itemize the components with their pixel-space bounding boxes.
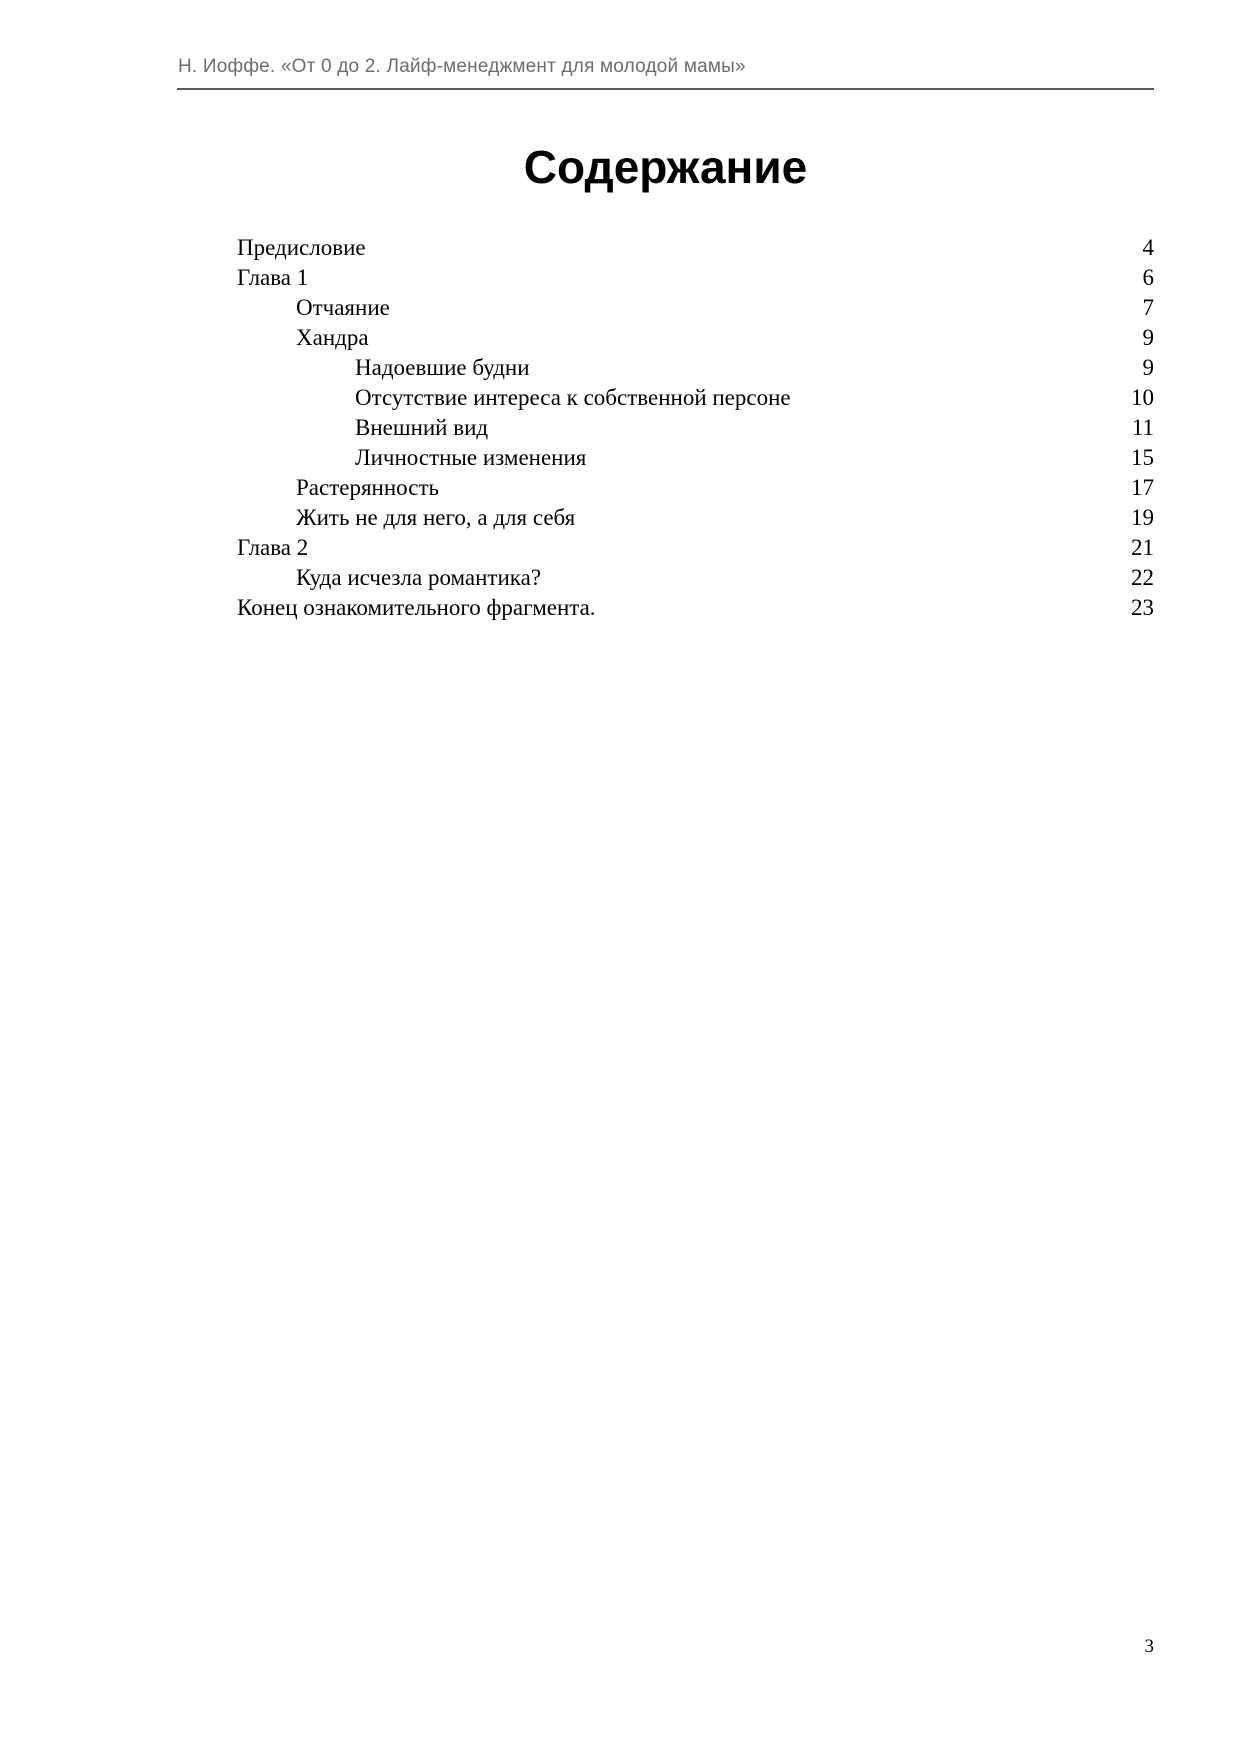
toc-entry-page: 9 [1142,325,1154,350]
toc-entry-title: Надоевшие будни [355,355,530,380]
toc-entry-page: 7 [1142,295,1154,320]
toc-entry[interactable] [237,503,1154,533]
toc-entry[interactable] [237,563,1154,593]
toc-entry-page: 10 [1131,385,1154,410]
running-header: Н. Иоффе. «От 0 до 2. Лайф-менеджмент для молодой мамы» [178,56,746,77]
toc-entry-title: Хандра [296,325,369,350]
table-of-contents [237,233,1154,623]
toc-entry[interactable] [237,593,1154,623]
toc-entry[interactable] [237,353,1154,383]
toc-entry-page: 19 [1131,505,1154,530]
toc-entry-page: 21 [1131,535,1154,560]
toc-entry-title: Куда исчезла романтика? [296,565,542,590]
toc-entry-page: 6 [1142,265,1154,290]
toc-entry-title: Глава 2 [237,535,309,560]
toc-entry-title: Жить не для него, а для себя [296,505,576,530]
toc-entry[interactable] [237,443,1154,473]
toc-entry[interactable] [237,383,1154,413]
toc-entry[interactable] [237,263,1154,293]
toc-entry[interactable] [237,323,1154,353]
page-title: Содержание [523,141,808,193]
toc-entry-title: Внешний вид [355,415,489,440]
toc-entry-title: Глава 1 [237,265,309,290]
toc-entry-page: 4 [1142,235,1154,260]
toc-entry[interactable] [237,473,1154,503]
page-number: 3 [1144,1636,1154,1657]
toc-entry-title: Отчаяние [296,295,390,320]
toc-entry-page: 15 [1131,445,1154,470]
toc-entry[interactable] [237,533,1154,563]
toc-entry-page: 11 [1131,415,1154,440]
toc-entry[interactable] [237,413,1154,443]
toc-entry-page: 17 [1131,475,1154,500]
toc-entry[interactable] [237,293,1154,323]
toc-entry-title: Отсутствие интереса к собственной персоне [355,385,791,410]
toc-entry-title: Растерянность [296,475,439,500]
toc-entry-title: Личностные изменения [355,445,587,470]
toc-entry-title: Конец ознакомительного фрагмента. [237,595,596,620]
toc-entry-page: 23 [1131,595,1154,620]
header-divider [177,88,1154,90]
toc-entry-page: 9 [1142,355,1154,380]
toc-entry-title: Предисловие [237,235,366,260]
toc-entry-page: 22 [1131,565,1154,590]
toc-entry[interactable] [237,233,1154,263]
